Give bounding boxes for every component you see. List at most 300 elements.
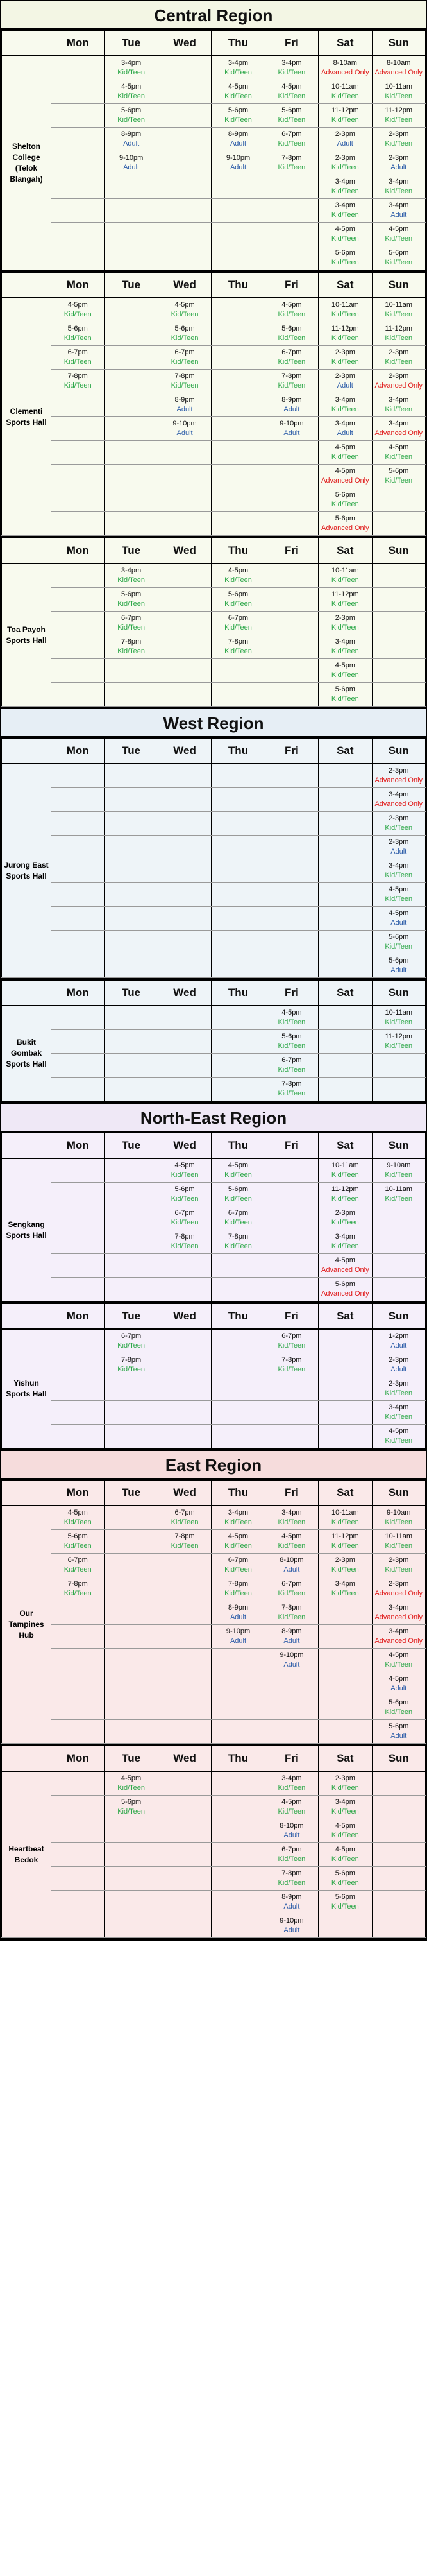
slot-cell-thu xyxy=(212,393,265,417)
slot-time: 4-5pm xyxy=(281,83,302,90)
slot-cell-wed xyxy=(158,859,211,883)
slot-cell-fri xyxy=(265,1506,318,1530)
slot-level: Kid/Teen xyxy=(331,406,359,413)
slot-cell-wed xyxy=(158,563,211,588)
slot-time: 2-3pm xyxy=(389,154,409,162)
slot-time: 10-11am xyxy=(331,1162,359,1169)
slot-cell-sun xyxy=(372,1006,425,1030)
slot-time: 5-6pm xyxy=(335,491,355,499)
slot-cell-thu xyxy=(212,512,265,536)
slot-cell-sun xyxy=(372,417,425,441)
slot-cell-mon xyxy=(51,246,105,270)
slot-cell-fri xyxy=(265,836,318,859)
slot-level: Adult xyxy=(390,1685,407,1692)
slot-level: Kid/Teen xyxy=(63,1518,92,1526)
slot-cell-tue xyxy=(105,1720,158,1744)
slot-level: Adult xyxy=(123,164,140,171)
venue-schedule-table xyxy=(1,537,426,707)
class-slot xyxy=(319,419,371,438)
slot-time: 5-6pm xyxy=(335,685,355,693)
slot-time: 7-8pm xyxy=(228,1580,249,1588)
class-slot xyxy=(319,514,371,533)
slot-cell-sat xyxy=(319,1425,372,1448)
slot-cell-mon xyxy=(51,512,105,536)
slot-level: Adult xyxy=(283,1661,300,1669)
slot-cell-sat xyxy=(319,1078,372,1101)
slot-time: 3-4pm xyxy=(335,178,355,185)
class-slot xyxy=(373,766,424,786)
slot-time: 3-4pm xyxy=(335,396,355,404)
slot-cell-mon xyxy=(51,1649,105,1672)
slot-level: Advanced Only xyxy=(321,69,369,76)
slot-time: 8-10am xyxy=(387,59,411,67)
slot-level: Kid/Teen xyxy=(331,1518,359,1526)
slot-cell-tue xyxy=(105,1353,158,1377)
slot-time: 6-7pm xyxy=(67,348,88,356)
class-slot xyxy=(212,1532,264,1551)
slot-cell-wed xyxy=(158,246,211,270)
slot-cell-tue xyxy=(105,488,158,512)
time-row xyxy=(2,441,426,465)
slot-cell-mon xyxy=(51,683,105,707)
time-row xyxy=(2,151,426,175)
slot-cell-sun xyxy=(372,883,425,907)
slot-level: Adult xyxy=(283,1566,300,1574)
class-slot xyxy=(105,106,156,125)
slot-cell-mon xyxy=(51,563,105,588)
slot-cell-thu xyxy=(212,788,265,812)
slot-cell-wed xyxy=(158,1867,211,1891)
slot-cell-tue xyxy=(105,151,158,175)
slot-cell-tue xyxy=(105,1158,158,1183)
slot-cell-mon xyxy=(51,1819,105,1843)
slot-level: Kid/Teen xyxy=(117,69,146,76)
day-header-thu: Thu xyxy=(212,272,265,298)
class-slot xyxy=(105,637,156,657)
slot-cell-tue xyxy=(105,1206,158,1230)
slot-cell-tue xyxy=(105,788,158,812)
class-slot xyxy=(319,177,371,196)
slot-time: 4-5pm xyxy=(389,1651,409,1659)
slot-time: 5-6pm xyxy=(335,1280,355,1288)
class-slot xyxy=(373,1603,424,1622)
time-row xyxy=(2,659,426,683)
class-slot xyxy=(319,1508,371,1527)
slot-cell-fri xyxy=(265,441,318,465)
slot-cell-mon xyxy=(51,1796,105,1819)
slot-level: Kid/Teen xyxy=(331,1903,359,1911)
slot-cell-sat xyxy=(319,175,372,199)
slot-time: 2-3pm xyxy=(335,614,355,622)
slot-level: Kid/Teen xyxy=(331,1566,359,1574)
slot-cell-sun xyxy=(372,588,425,612)
class-slot xyxy=(266,1651,317,1670)
slot-level: Kid/Teen xyxy=(63,1590,92,1597)
slot-level: Kid/Teen xyxy=(331,358,359,366)
day-header-fri: Fri xyxy=(265,30,318,56)
slot-time: 6-7pm xyxy=(228,1556,249,1564)
class-slot xyxy=(319,130,371,149)
slot-cell-mon xyxy=(51,859,105,883)
slot-cell-fri xyxy=(265,199,318,223)
slot-time: 5-6pm xyxy=(67,1533,88,1540)
slot-cell-thu xyxy=(212,441,265,465)
slot-cell-wed xyxy=(158,1206,211,1230)
slot-level: Advanced Only xyxy=(374,382,423,390)
slot-cell-fri xyxy=(265,1696,318,1720)
class-slot xyxy=(373,1355,424,1375)
slot-level: Kid/Teen xyxy=(171,334,199,342)
slot-time: 8-9pm xyxy=(281,396,302,404)
slot-level: Kid/Teen xyxy=(171,358,199,366)
slot-time: 3-4pm xyxy=(335,638,355,646)
day-header-mon: Mon xyxy=(51,738,105,764)
slot-level: Adult xyxy=(337,429,353,437)
slot-cell-mon xyxy=(51,588,105,612)
slot-cell-wed xyxy=(158,128,211,151)
day-header-row xyxy=(2,1480,426,1506)
class-slot xyxy=(319,1556,371,1575)
class-slot xyxy=(373,106,424,125)
slot-time: 5-6pm xyxy=(389,933,409,941)
slot-cell-sat xyxy=(319,1796,372,1819)
slot-level: Kid/Teen xyxy=(331,1219,359,1226)
slot-cell-thu xyxy=(212,1506,265,1530)
slot-time: 6-7pm xyxy=(281,348,302,356)
slot-cell-tue xyxy=(105,1601,158,1625)
slot-time: 5-6pm xyxy=(228,107,249,114)
slot-cell-tue xyxy=(105,199,158,223)
slot-level: Kid/Teen xyxy=(331,334,359,342)
time-row xyxy=(2,1078,426,1101)
slot-cell-thu xyxy=(212,1577,265,1601)
slot-cell-fri xyxy=(265,812,318,836)
slot-cell-wed xyxy=(158,1914,211,1938)
slot-cell-fri xyxy=(265,1254,318,1278)
slot-level: Kid/Teen xyxy=(331,695,359,703)
class-slot xyxy=(105,614,156,633)
slot-cell-thu xyxy=(212,1867,265,1891)
slot-cell-thu xyxy=(212,56,265,80)
slot-level: Kid/Teen xyxy=(331,600,359,608)
time-row xyxy=(2,907,426,931)
slot-level: Advanced Only xyxy=(321,524,369,532)
class-slot xyxy=(373,443,424,462)
day-header-wed: Wed xyxy=(158,738,211,764)
slot-cell-sat xyxy=(319,80,372,104)
slot-time: 10-11am xyxy=(385,1185,413,1193)
time-row xyxy=(2,1230,426,1254)
slot-time: 7-8pm xyxy=(67,1580,88,1588)
slot-cell-mon xyxy=(51,788,105,812)
slot-time: 6-7pm xyxy=(281,1056,302,1064)
slot-time: 2-3pm xyxy=(389,814,409,822)
slot-level: Adult xyxy=(283,1637,300,1645)
day-header-fri: Fri xyxy=(265,1133,318,1158)
slot-level: Kid/Teen xyxy=(385,1437,413,1445)
day-header-sun: Sun xyxy=(372,980,425,1006)
class-slot xyxy=(373,1332,424,1351)
time-row xyxy=(2,246,426,270)
slot-cell-wed xyxy=(158,1696,211,1720)
slot-level: Adult xyxy=(230,1637,247,1645)
slot-level: Kid/Teen xyxy=(385,406,413,413)
slot-time: 7-8pm xyxy=(121,1356,142,1364)
day-header-fri: Fri xyxy=(265,980,318,1006)
slot-level: Adult xyxy=(176,429,193,437)
day-header-mon: Mon xyxy=(51,1746,105,1771)
slot-cell-sat xyxy=(319,56,372,80)
slot-time: 10-11am xyxy=(385,1533,413,1540)
slot-time: 5-6pm xyxy=(335,249,355,257)
slot-cell-wed xyxy=(158,1843,211,1867)
venue-name: Clementi Sports Hall xyxy=(2,298,51,536)
slot-cell-thu xyxy=(212,104,265,128)
class-slot xyxy=(373,956,424,975)
slot-time: 5-6pm xyxy=(121,107,142,114)
slot-level: Kid/Teen xyxy=(331,1195,359,1203)
slot-cell-wed xyxy=(158,1601,211,1625)
venue-schedule-table xyxy=(1,1303,426,1448)
slot-time: 2-3pm xyxy=(335,1209,355,1217)
class-slot xyxy=(373,1161,424,1180)
time-row xyxy=(2,1696,426,1720)
day-header-mon: Mon xyxy=(51,1303,105,1329)
slot-cell-mon xyxy=(51,417,105,441)
slot-time: 3-4pm xyxy=(335,1580,355,1588)
slot-cell-mon xyxy=(51,1914,105,1938)
slot-cell-mon xyxy=(51,1672,105,1696)
class-slot xyxy=(266,1056,317,1075)
slot-time: 5-6pm xyxy=(389,249,409,257)
class-slot xyxy=(266,372,317,391)
slot-cell-tue xyxy=(105,1843,158,1867)
slot-time: 4-5pm xyxy=(335,443,355,451)
day-header-sat: Sat xyxy=(319,1480,372,1506)
slot-level: Kid/Teen xyxy=(385,453,413,461)
slot-cell-tue xyxy=(105,612,158,635)
slot-cell-sat xyxy=(319,588,372,612)
day-header-row xyxy=(2,1303,426,1329)
class-slot xyxy=(212,1508,264,1527)
slot-cell-thu xyxy=(212,346,265,370)
class-slot xyxy=(105,1798,156,1817)
slot-cell-fri xyxy=(265,635,318,659)
slot-level: Advanced Only xyxy=(321,1266,369,1274)
slot-cell-thu xyxy=(212,588,265,612)
day-header-sat: Sat xyxy=(319,738,372,764)
slot-cell-thu xyxy=(212,907,265,931)
slot-time: 4-5pm xyxy=(389,886,409,893)
slot-cell-wed xyxy=(158,1158,211,1183)
slot-time: 4-5pm xyxy=(335,662,355,669)
class-slot xyxy=(159,1232,210,1251)
day-header-row xyxy=(2,1746,426,1771)
slot-cell-sat xyxy=(319,1720,372,1744)
slot-cell-sun xyxy=(372,1254,425,1278)
slot-cell-tue xyxy=(105,812,158,836)
slot-cell-thu xyxy=(212,80,265,104)
slot-cell-thu xyxy=(212,1819,265,1843)
slot-cell-thu xyxy=(212,1530,265,1554)
slot-level: Kid/Teen xyxy=(278,1066,306,1074)
slot-cell-thu xyxy=(212,1353,265,1377)
slot-cell-sat xyxy=(319,635,372,659)
slot-level: Kid/Teen xyxy=(224,1171,252,1179)
slot-level: Kid/Teen xyxy=(331,116,359,124)
class-slot xyxy=(319,637,371,657)
slot-cell-thu xyxy=(212,175,265,199)
slot-time: 7-8pm xyxy=(281,1869,302,1877)
slot-cell-wed xyxy=(158,1054,211,1078)
slot-cell-fri xyxy=(265,954,318,978)
slot-cell-sat xyxy=(319,417,372,441)
class-slot xyxy=(373,1032,424,1051)
slot-time: 6-7pm xyxy=(228,1209,249,1217)
slot-cell-fri xyxy=(265,1158,318,1183)
time-row xyxy=(2,346,426,370)
slot-cell-wed xyxy=(158,1672,211,1696)
slot-cell-fri xyxy=(265,907,318,931)
slot-level: Kid/Teen xyxy=(224,1566,252,1574)
slot-time: 9-10am xyxy=(387,1509,411,1516)
class-slot xyxy=(266,1627,317,1646)
slot-cell-tue xyxy=(105,1230,158,1254)
venue-schedule-table xyxy=(1,1479,426,1744)
slot-time: 11-12pm xyxy=(331,325,359,332)
slot-level: Kid/Teen xyxy=(278,69,306,76)
slot-cell-fri xyxy=(265,1601,318,1625)
class-slot xyxy=(266,1798,317,1817)
slot-time: 4-5pm xyxy=(389,443,409,451)
class-slot xyxy=(373,909,424,928)
slot-cell-fri xyxy=(265,788,318,812)
slot-cell-tue xyxy=(105,1914,158,1938)
slot-time: 3-4pm xyxy=(121,567,142,574)
day-header-sun: Sun xyxy=(372,1480,425,1506)
slot-cell-sun xyxy=(372,1353,425,1377)
slot-cell-fri xyxy=(265,488,318,512)
slot-cell-mon xyxy=(51,223,105,246)
slot-cell-sun xyxy=(372,104,425,128)
slot-cell-wed xyxy=(158,1819,211,1843)
slot-time: 2-3pm xyxy=(389,1580,409,1588)
class-slot xyxy=(105,590,156,609)
class-slot xyxy=(319,153,371,173)
day-header-row xyxy=(2,272,426,298)
slot-level: Kid/Teen xyxy=(224,600,252,608)
slot-cell-fri xyxy=(265,346,318,370)
slot-time: 5-6pm xyxy=(389,1722,409,1730)
slot-cell-thu xyxy=(212,246,265,270)
class-slot xyxy=(266,1355,317,1375)
slot-time: 10-11am xyxy=(331,567,359,574)
class-slot xyxy=(159,419,210,438)
slot-cell-tue xyxy=(105,907,158,931)
slot-time: 8-9pm xyxy=(281,1893,302,1901)
slot-cell-sat xyxy=(319,659,372,683)
slot-level: Adult xyxy=(390,1342,407,1350)
slot-cell-sat xyxy=(319,812,372,836)
slot-time: 5-6pm xyxy=(174,1185,195,1193)
slot-time: 5-6pm xyxy=(121,1798,142,1806)
day-header-wed: Wed xyxy=(158,1133,211,1158)
slot-cell-tue xyxy=(105,1329,158,1353)
slot-level: Kid/Teen xyxy=(278,116,306,124)
venue-name: Bukit Gombak Sports Hall xyxy=(2,1006,51,1101)
venue-schedule-table xyxy=(1,30,426,270)
class-slot xyxy=(373,1722,424,1741)
slot-cell-sat xyxy=(319,512,372,536)
slot-time: 5-6pm xyxy=(281,325,302,332)
slot-level: Kid/Teen xyxy=(63,334,92,342)
class-slot xyxy=(105,1774,156,1793)
slot-level: Kid/Teen xyxy=(331,576,359,584)
slot-level: Kid/Teen xyxy=(385,187,413,195)
slot-time: 7-8pm xyxy=(174,1533,195,1540)
time-row xyxy=(2,298,426,322)
slot-cell-fri xyxy=(265,1867,318,1891)
slot-cell-wed xyxy=(158,612,211,635)
slot-cell-sat xyxy=(319,1554,372,1577)
slot-cell-thu xyxy=(212,1771,265,1796)
slot-time: 5-6pm xyxy=(389,1699,409,1706)
slot-level: Kid/Teen xyxy=(331,671,359,679)
day-header-thu: Thu xyxy=(212,1480,265,1506)
slot-cell-mon xyxy=(51,1577,105,1601)
class-slot xyxy=(266,1079,317,1099)
slot-level: Kid/Teen xyxy=(385,334,413,342)
slot-time: 4-5pm xyxy=(174,1162,195,1169)
slot-cell-fri xyxy=(265,1649,318,1672)
slot-cell-tue xyxy=(105,393,158,417)
slot-time: 3-4pm xyxy=(389,178,409,185)
slot-cell-tue xyxy=(105,1771,158,1796)
slot-cell-sun xyxy=(372,954,425,978)
slot-time: 4-5pm xyxy=(281,1798,302,1806)
class-slot xyxy=(319,106,371,125)
slot-time: 2-3pm xyxy=(389,1380,409,1387)
slot-level: Kid/Teen xyxy=(331,311,359,318)
venue-schedule-table xyxy=(1,271,426,536)
slot-time: 8-9pm xyxy=(228,1604,249,1611)
corner-cell xyxy=(2,1480,51,1506)
slot-cell-wed xyxy=(158,322,211,346)
slot-cell-wed xyxy=(158,56,211,80)
slot-cell-sat xyxy=(319,1329,372,1353)
class-slot xyxy=(319,685,371,704)
slot-level: Kid/Teen xyxy=(63,311,92,318)
time-row xyxy=(2,56,426,80)
class-slot xyxy=(266,1332,317,1351)
slot-cell-mon xyxy=(51,128,105,151)
slot-cell-thu xyxy=(212,683,265,707)
slot-cell-thu xyxy=(212,1554,265,1577)
slot-time: 9-10pm xyxy=(280,1917,304,1925)
slot-time: 4-5pm xyxy=(281,301,302,309)
slot-cell-fri xyxy=(265,1771,318,1796)
class-slot xyxy=(319,248,371,268)
slot-cell-sat xyxy=(319,1625,372,1649)
slot-cell-tue xyxy=(105,1254,158,1278)
class-slot xyxy=(373,1379,424,1398)
slot-time: 4-5pm xyxy=(389,1675,409,1683)
slot-level: Kid/Teen xyxy=(117,1342,146,1350)
time-row xyxy=(2,588,426,612)
slot-cell-wed xyxy=(158,931,211,954)
slot-time: 7-8pm xyxy=(281,1604,302,1611)
slot-cell-thu xyxy=(212,1006,265,1030)
